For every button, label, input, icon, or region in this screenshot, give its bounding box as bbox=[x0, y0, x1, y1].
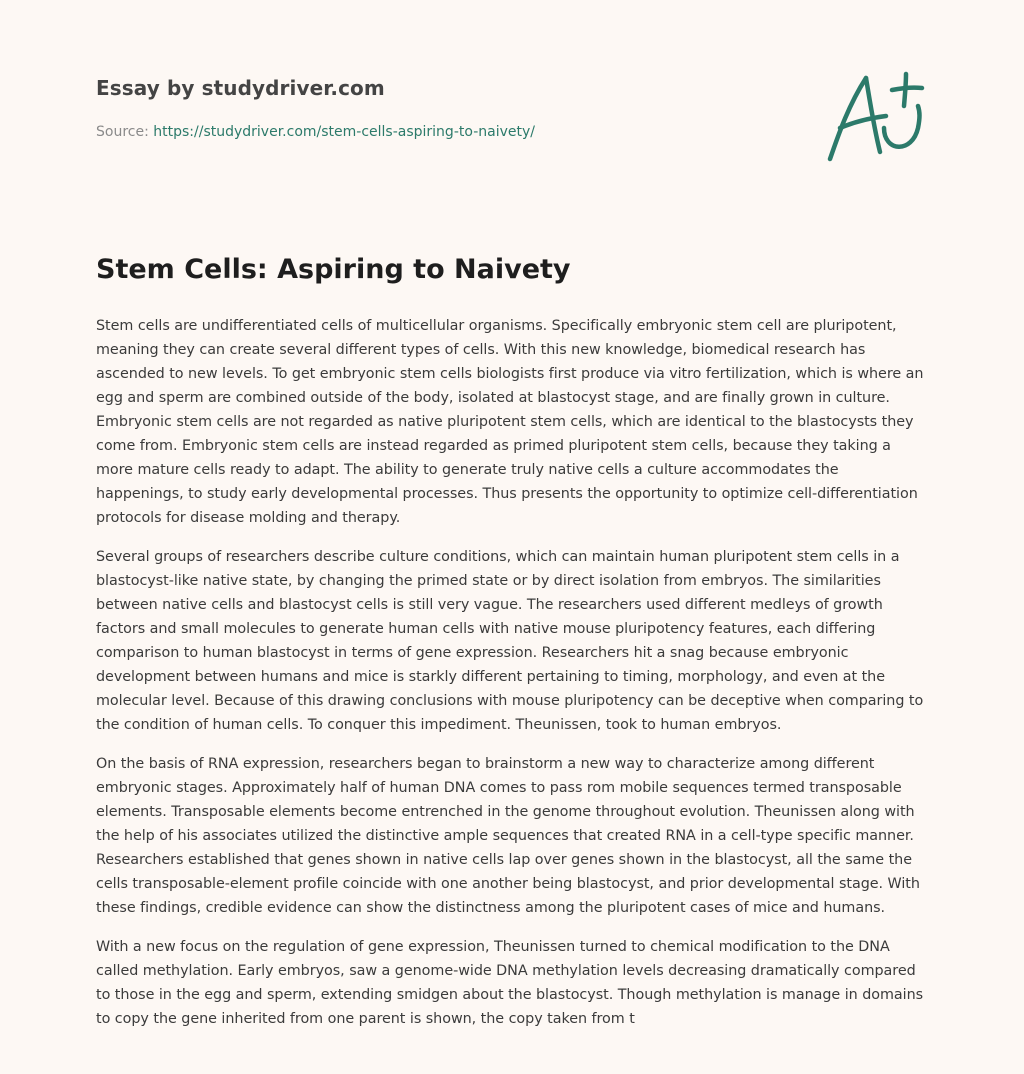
source-link[interactable]: https://studydriver.com/stem-cells-aspiring-to-naivety/ bbox=[153, 124, 535, 140]
site-title: Essay by studydriver.com bbox=[96, 76, 385, 100]
source-line bbox=[96, 124, 535, 140]
a-plus-logo-icon bbox=[818, 66, 930, 166]
source-label: Source: bbox=[96, 124, 149, 140]
essay-paragraph-2: Several groups of researchers describe culture conditions, which can maintain human pluripotent stem cells in a blastocyst-like native state, by changing the primed state or by direct isolation from embryos. The similarities between native cells and blastocyst cells is still very vague. The researchers used different medleys of growth factors and small molecules to generate human cells with native mouse pluripotency features, each differing comparison to human blastocyst in terms of gene expression. Researchers hit a snag because embryonic development between humans and mice is starkly different pertaining to timing, morphology, and even at the molecular level. Because of this drawing conclusions with mouse pluripotency can be deceptive when comparing to the condition of human cells. To conquer this impediment. Theunissen, took to human embryos. bbox=[96, 549, 924, 733]
site-header bbox=[96, 76, 385, 100]
essay-body bbox=[96, 314, 928, 1046]
essay-paragraph-3: On the basis of RNA expression, researchers began to brainstorm a new way to characterize among different embryonic stages. Approximately half of human DNA comes to pass rom mobile sequences termed transposable elements. Transposable elements become entrenched in the genome throughout evolution. Theunissen along with the help of his associates utilized the distinctive ample sequences that created RNA in a cell-type specific manner. Researchers established that genes shown in native cells lap over genes shown in the blastocyst, all the same the cells transposable-element profile coincide with one another being blastocyst, and prior developmental stage. With these findings, credible evidence can show the distinctness among the pluripotent cases of mice and humans. bbox=[96, 756, 920, 916]
essay-title: Stem Cells: Aspiring to Naivety bbox=[96, 254, 571, 285]
essay-paragraph-1: Stem cells are undifferentiated cells of multicellular organisms. Specifically embryonic stem cell are pluripotent, meaning they can create several different types of cells. With this new knowledge, biomedical research has ascended to new levels. To get embryonic stem cells biologists first produce via vitro fertilization, which is where an egg and sperm are combined outside of the body, isolated at blastocyst stage, and are finally grown in culture. Embryonic stem cells are not regarded as native pluripotent stem cells, which are identical to the blastocysts they come from. Embryonic stem cells are instead regarded as primed pluripotent stem cells, because they taking a more mature cells ready to adapt. The ability to generate truly native cells a culture accommodates the happenings, to study early developmental processes. Thus presents the opportunity to optimize cell-differentiation protocols for disease molding and therapy. bbox=[96, 318, 924, 526]
essay-paragraph-4: With a new focus on the regulation of gene expression, Theunissen turned to chemical modification to the DNA called methylation. Early embryos, saw a genome-wide DNA methylation levels decreasing dramatically compared to those in the egg and sperm, extending smidgen about the blastocyst. Though methylation is manage in domains to copy the gene inherited from one parent is shown, the copy taken from t bbox=[96, 939, 924, 1027]
